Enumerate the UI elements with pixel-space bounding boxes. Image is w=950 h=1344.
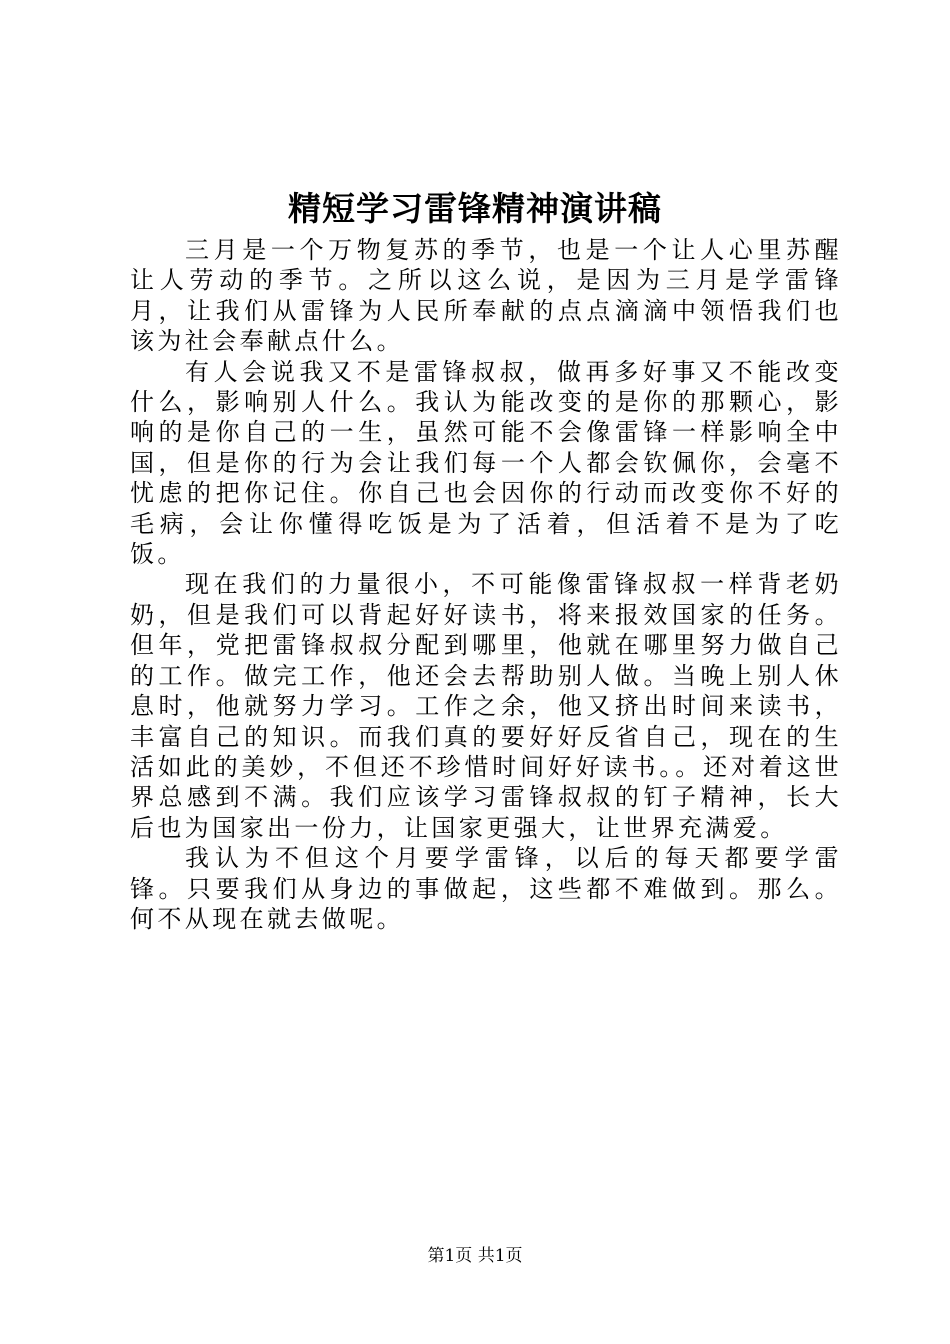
paragraph-1: 三月是一个万物复苏的季节，也是一个让人心里苏醒让人劳动的季节。之所以这么说，是因为三月是学雷锋月，让我们从雷锋为人民所奉献的点点滴滴中领悟我们也该为社会奉献点什么。 <box>130 236 842 356</box>
document-body <box>130 235 842 934</box>
paragraph-3: 现在我们的力量很小，不可能像雷锋叔叔一样背老奶奶，但是我们可以背起好好读书，将来报效国家的任务。但年，党把雷锋叔叔分配到哪里，他就在哪里努力做自己的工作。做完工作，他还会去帮助别人做。当晚上别人休息时，他就努力学习。工作之余，他又挤出时间来读书，丰富自己的知识。而我们真的要好好反省自己，现在的生活如此的美妙，不但还不珍惜时间好好读书。。还对着这世界总感到不满。我们应该学习雷锋叔叔的钉子精神，长大后也为国家出一份力，让国家更强大，让世界充满爱。 <box>130 570 842 842</box>
document-title: 精短学习雷锋精神演讲稿 <box>288 189 662 228</box>
page-footer: 第1页 共1页 <box>427 1246 523 1266</box>
paragraph-2: 有人会说我又不是雷锋叔叔，做再多好事又不能改变什么，影响别人什么。我认为能改变的是你的那颗心，影响的是你自己的一生，虽然可能不会像雷锋一样影响全中国，但是你的行为会让我们每一个人都会钦佩你，会毫不忧虑的把你记住。你自己也会因你的行动而改变你不好的毛病，会让你懂得吃饭是为了活着，但活着不是为了吃饭。 <box>130 357 842 569</box>
paragraph-4: 我认为不但这个月要学雷锋，以后的每天都要学雷锋。只要我们从身边的事做起，这些都不难做到。那么。何不从现在就去做呢。 <box>130 844 842 933</box>
